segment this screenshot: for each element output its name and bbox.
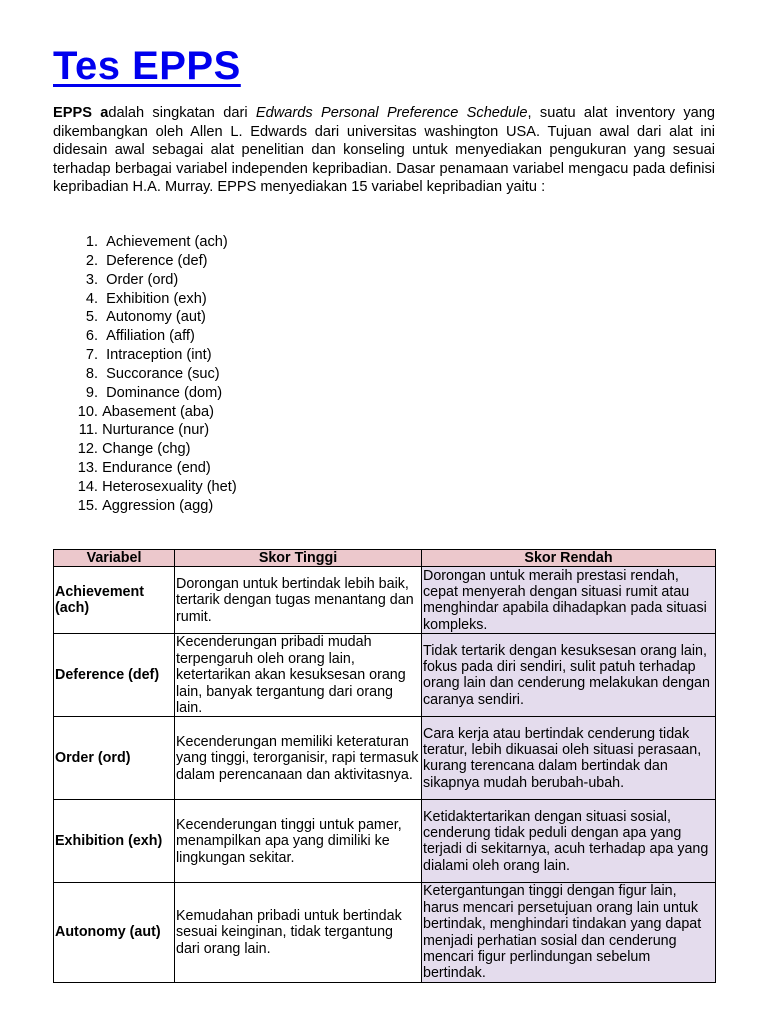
list-item-number: 7.	[85, 347, 98, 364]
list-item	[53, 290, 237, 309]
list-item-number: 15.	[77, 497, 98, 514]
cell-skor-rendah: Cara kerja atau bertindak cenderung tidak teratur, lebih dikuasai oleh situasi perasaan, kurang terencana dalam bertindak dan sikapnya mudah berubah-ubah.	[422, 717, 716, 800]
variable-score-table	[53, 549, 716, 983]
table-header-row	[54, 550, 716, 567]
page-title: Tes EPPS	[53, 44, 241, 88]
intro-body: , suatu alat inventory yang dikembangkan oleh Allen L. Edwards dari universitas washington USA. Tujuan awal dari alat ini didesain awal sebagai alat penelitian dan konseling untuk menyediakan pengukuran yang sesuai terhadap berbagai variabel independen kepribadian. Dasar penamaan variabel mengacu pada definisi kepribadian H.A. Murray. EPPS menyediakan 15 variabel kepribadian yaitu :	[53, 105, 715, 196]
list-item-number: 6.	[85, 328, 98, 345]
list-item-number: 3.	[85, 271, 98, 288]
header-skor-tinggi: Skor Tinggi	[175, 550, 422, 567]
intro-lead-bold: EPPS a	[53, 105, 109, 121]
cell-skor-rendah: Ketidaktertarikan dengan situasi sosial, cenderung tidak peduli dengan apa yang terjadi di sekitarnya, acuh terhadap apa yang dialami oleh orang lain.	[422, 800, 716, 883]
cell-skor-tinggi: Kecenderungan memiliki keteraturan yang tinggi, terorganisir, rapi termasuk dalam perencanaan dan aktivitasnya.	[175, 717, 422, 800]
header-skor-rendah: Skor Rendah	[422, 550, 716, 567]
list-item-number: 8.	[85, 365, 98, 382]
list-item	[53, 233, 237, 252]
list-item	[53, 271, 237, 290]
table-row	[54, 634, 716, 717]
cell-skor-rendah: Dorongan untuk meraih prestasi rendah, cepat menyerah dengan situasi rumit atau menghindar apabila dihadapkan pada situasi kompleks.	[422, 567, 716, 634]
list-item-label: Dominance (dom)	[106, 384, 223, 401]
list-item-label: Order (ord)	[106, 271, 179, 288]
list-item	[53, 252, 237, 271]
list-item-number: 1.	[85, 234, 98, 250]
table-row	[54, 800, 716, 883]
list-item	[53, 384, 237, 403]
list-item-label: Nurturance (nur)	[102, 422, 210, 439]
cell-variabel: Autonomy (aut)	[54, 883, 175, 982]
list-item	[53, 327, 237, 346]
cell-variabel: Order (ord)	[54, 717, 175, 800]
table-row	[54, 883, 716, 982]
list-item	[53, 497, 237, 516]
list-item-number: 4.	[85, 290, 98, 307]
cell-variabel: Deference (def)	[54, 634, 175, 717]
list-item-number: 9.	[85, 384, 98, 401]
list-item-number: 13.	[77, 460, 98, 477]
list-item-number: 11.	[78, 422, 98, 439]
intro-lead-rest: dalah singkatan dari	[108, 105, 256, 121]
cell-variabel: Exhibition (exh)	[54, 800, 175, 883]
cell-variabel: Achievement (ach)	[54, 567, 175, 634]
table-row	[54, 567, 716, 634]
intro-paragraph	[53, 104, 715, 197]
table-row	[54, 717, 716, 800]
list-item	[53, 478, 237, 497]
list-item	[53, 440, 237, 459]
list-item-number: 14.	[77, 478, 98, 495]
list-item-label: Abasement (aba)	[102, 403, 215, 420]
list-item-number: 5.	[85, 309, 98, 326]
list-item-number: 10.	[77, 403, 98, 420]
list-item-label: Aggression (agg)	[102, 497, 214, 514]
cell-skor-tinggi: Kemudahan pribadi untuk bertindak sesuai keinginan, tidak tergantung dari orang lain.	[175, 883, 422, 982]
list-item	[53, 346, 237, 365]
list-item-label: Affiliation (aff)	[106, 328, 195, 345]
list-item	[53, 403, 237, 422]
list-item	[53, 365, 237, 384]
list-item-label: Exhibition (exh)	[106, 290, 207, 307]
list-item-label: Autonomy (aut)	[106, 309, 206, 326]
cell-skor-tinggi: Kecenderungan pribadi mudah terpengaruh oleh orang lain, ketertarikan akan kesuksesan orang lain, banyak tergantung dari orang lain.	[175, 634, 422, 717]
list-item	[53, 308, 237, 327]
list-item	[53, 421, 237, 440]
variable-list	[53, 233, 237, 516]
list-item-label: Endurance (end)	[102, 460, 211, 477]
intro-italic-title: Edwards Personal Preference Schedule	[255, 105, 528, 121]
list-item-number: 12.	[77, 441, 98, 458]
cell-skor-rendah: Tidak tertarik dengan kesuksesan orang lain, fokus pada diri sendiri, sulit patuh terhadap orang lain dan cenderung melakukan dengan caranya sendiri.	[422, 634, 716, 717]
cell-skor-rendah: Ketergantungan tinggi dengan figur lain, harus mencari persetujuan orang lain untuk bertindak, menghindari tindakan yang dapat menjadi perhatian sosial dan cenderung mencari figur perlindungan sebelum bertindak.	[422, 883, 716, 982]
cell-skor-tinggi: Kecenderungan tinggi untuk pamer, menampilkan apa yang dimiliki ke lingkungan sekitar.	[175, 800, 422, 883]
list-item-label: Succorance (suc)	[106, 365, 220, 382]
list-item-label: Intraception (int)	[106, 347, 212, 364]
list-item	[53, 459, 237, 478]
list-item-label: Deference (def)	[106, 252, 208, 269]
list-item-label: Change (chg)	[102, 441, 191, 458]
cell-skor-tinggi: Dorongan untuk bertindak lebih baik, tertarik dengan tugas menantang dan rumit.	[175, 567, 422, 634]
list-item-label: Heterosexuality (het)	[102, 478, 237, 495]
list-item-number: 2.	[85, 252, 98, 269]
list-item-label: Achievement (ach)	[106, 234, 228, 250]
header-variabel: Variabel	[54, 550, 175, 567]
